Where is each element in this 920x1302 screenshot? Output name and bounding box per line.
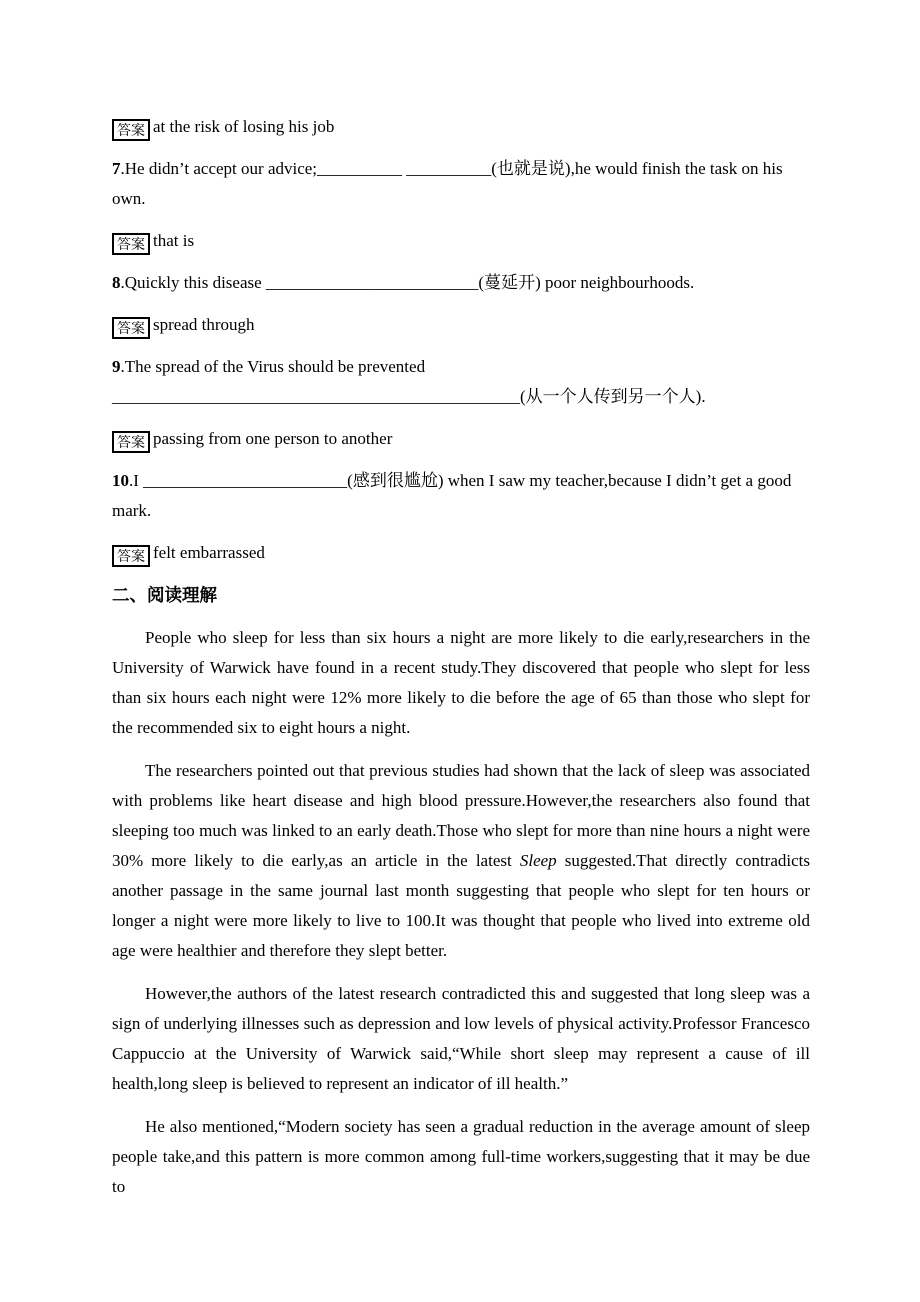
question-number: 9 [112, 357, 121, 376]
reading-paragraph-3 [112, 979, 810, 1099]
question-text: .The spread of the Virus should be prevented ________________________________________________(从一个人传到另一个人). [112, 357, 706, 406]
question-text: .I ________________________(感到很尴尬) when I saw my teacher,because I didn’t get a good mark. [112, 471, 792, 520]
section-heading: 二、阅读理解 [112, 585, 217, 605]
answer-line-7 [112, 226, 810, 256]
answer-label-box: 答案 [112, 317, 150, 339]
question-7 [112, 154, 810, 214]
question-number: 8 [112, 273, 121, 292]
answer-text: at the risk of losing his job [153, 117, 335, 136]
reading-paragraph-4 [112, 1112, 810, 1202]
reading-paragraph-1 [112, 623, 810, 743]
question-8 [112, 268, 810, 298]
answer-text: felt embarrassed [153, 543, 265, 562]
answer-text: spread through [153, 315, 255, 334]
paragraph-text: suggested.That directly contradicts another passage in the same journal last month suggesting that people who slept for ten hours or longer a night were more likely to live to 100.It was thought that people who lived into extreme old age were healthier and therefore they slept better. [112, 851, 810, 960]
question-number: 10 [112, 471, 129, 490]
answer-text: that is [153, 231, 195, 250]
answer-label-box: 答案 [112, 431, 150, 453]
journal-name: Sleep [519, 851, 557, 870]
question-10 [112, 466, 810, 526]
question-9 [112, 352, 810, 412]
answer-line-8 [112, 310, 810, 340]
paragraph-text: The researchers pointed out that previous studies had shown that the lack of sleep was associated with problems like heart disease and high blood pressure.However,the researchers also found that sleeping too much was linked to an early death.Those who slept for more than nine hours a night were 30% more likely to die early,as an article in the latest [112, 761, 810, 870]
answer-text: passing from one person to another [153, 429, 393, 448]
question-text: .Quickly this disease _________________________(蔓延开) poor neighbourhoods. [120, 273, 695, 292]
question-text: .He didn’t accept our advice;__________ __________(也就是说),he would finish the task on his own. [112, 159, 783, 208]
answer-label-box: 答案 [112, 233, 150, 255]
answer-label-box: 答案 [112, 119, 150, 141]
question-number: 7 [112, 159, 121, 178]
paragraph-text: He also mentioned,“Modern society has seen a gradual reduction in the average amount of sleep people take,and this pattern is more common among full-time workers,suggesting that it may be due to [112, 1117, 810, 1196]
paragraph-text: However,the authors of the latest research contradicted this and suggested that long sleep was a sign of underlying illnesses such as depression and low levels of physical activity.Professor Francesco Cappuccio at the University of Warwick said,“While short sleep may represent a cause of ill health,long sleep is believed to represent an indicator of ill health.” [112, 984, 810, 1093]
paragraph-text: People who sleep for less than six hours a night are more likely to die early,researchers in the University of Warwick have found in a recent study.They discovered that people who slept for less than six hours each night were 12% more likely to die before the age of 65 than those who slept for the recommended six to eight hours a night. [112, 628, 810, 737]
answer-line-6 [112, 112, 810, 142]
answer-label-box: 答案 [112, 545, 150, 567]
answer-line-10 [112, 538, 810, 568]
answer-line-9 [112, 424, 810, 454]
reading-paragraph-2 [112, 756, 810, 966]
